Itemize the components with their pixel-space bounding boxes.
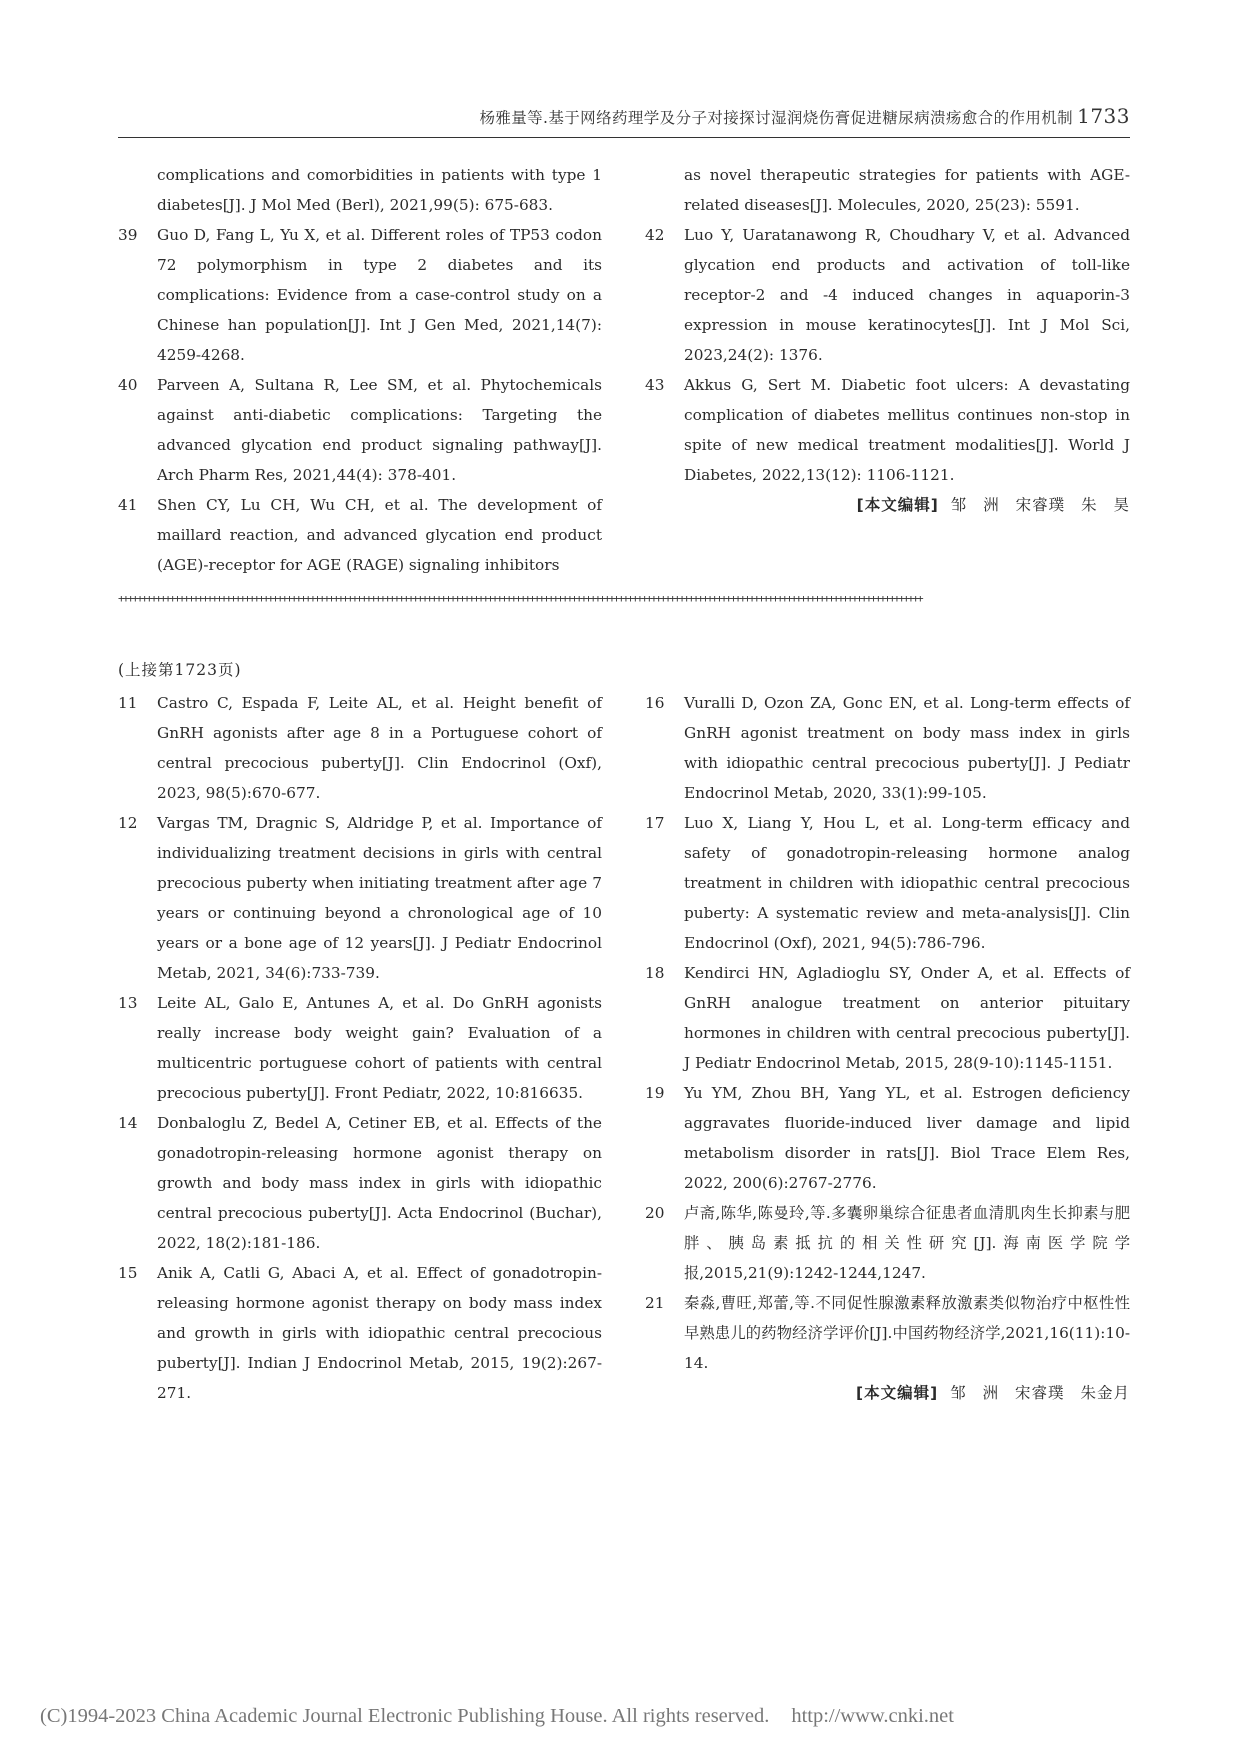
running-header — [118, 104, 1130, 128]
reference-number: 12 — [118, 814, 138, 832]
reference-item — [118, 160, 602, 220]
reference-text: Yu YM, Zhou BH, Yang YL, et al. Estrogen deficiency aggravates fluoride-induced liver damage and lipid metabolism disorder in rats[J]. Biol Trace Elem Res, 2022, 200(6):2767-2776. — [684, 1084, 1130, 1192]
reference-text: Guo D, Fang L, Yu X, et al. Different roles of TP53 codon 72 polymorphism in type 2 diabetes and its complications: Evidence from a case-control study on a Chinese han population[J]. Int J Gen Med, 2021,14(7): 4259-4268. — [157, 226, 602, 364]
reference-text: as novel therapeutic strategies for patients with AGE-related diseases[J]. Molecules, 2020, 25(23): 5591. — [684, 166, 1130, 214]
reference-item — [645, 958, 1130, 1078]
reference-text: Shen CY, Lu CH, Wu CH, et al. The development of maillard reaction, and advanced glycation end product (AGE)-receptor for AGE (RAGE) signaling inhibitors — [157, 496, 602, 574]
reference-text: 卢斋,陈华,陈曼玲,等.多囊卵巢综合征患者血清肌肉生长抑素与肥胖、胰岛素抵抗的相关性研究[J].海南医学院学报,2015,21(9):1242-1244,1247. — [684, 1204, 1130, 1282]
page-number: 1733 — [1077, 104, 1130, 128]
reference-number: 40 — [118, 376, 138, 394]
reference-item — [118, 988, 602, 1108]
reference-number: 18 — [645, 964, 665, 982]
reference-text: Donbaloglu Z, Bedel A, Cetiner EB, et al. Effects of the gonadotropin-releasing hormone agonist therapy on growth and body mass index in girls with idiopathic central precocious puberty[J]. Acta Endocrinol (Buchar), 2022, 18(2):181-186. — [157, 1114, 602, 1252]
reference-text: complications and comorbidities in patients with type 1 diabetes[J]. J Mol Med (Berl), 2021,99(5): 675-683. — [157, 166, 602, 214]
reference-item — [645, 1198, 1130, 1288]
reference-item — [645, 1078, 1130, 1198]
reference-text: Luo Y, Uaratanawong R, Choudhary V, et al. Advanced glycation end products and activation of toll-like receptor-2 and -4 induced changes in aquaporin-3 expression in mouse keratinocytes[J]. Int J Mol Sci, 2023,24(2): 1376. — [684, 226, 1130, 364]
reference-number: 13 — [118, 994, 138, 1012]
reference-number: 43 — [645, 376, 665, 394]
reference-number: 19 — [645, 1084, 665, 1102]
reference-item — [645, 220, 1130, 370]
reference-item — [118, 688, 602, 808]
editor-names: 邹 洲 宋睿璞 朱 昊 — [950, 496, 1130, 514]
reference-text: Vargas TM, Dragnic S, Aldridge P, et al. Importance of individualizing treatment decisions in girls with central precocious puberty when initiating treatment after age 7 years or continuing beyond a chronological age of 10 years or a bone age of 12 years[J]. J Pediatr Endocrinol Metab, 2021, 34(6):733-739. — [157, 814, 602, 982]
section-separator: ++++++++++++++++++++++++++++++++++++++++++++++++++++++++++++++++++++++++++++++++++++++++++++++++++++++++++++++++++++++++++++++++++++++++++++++++++++++++++++++++++++++++++++ — [118, 594, 922, 604]
reference-number: 42 — [645, 226, 665, 244]
reference-number: 41 — [118, 496, 138, 514]
editor-label: [本文编辑] — [856, 1384, 939, 1402]
bottom-right-column — [645, 688, 1130, 1408]
editor-credit — [645, 1378, 1130, 1408]
reference-item — [118, 490, 602, 580]
reference-item — [118, 808, 602, 988]
bottom-left-column — [118, 688, 602, 1408]
reference-number: 11 — [118, 694, 138, 712]
header-rule — [118, 137, 1130, 138]
reference-item — [118, 1258, 602, 1408]
reference-item — [118, 1108, 602, 1258]
top-right-column — [645, 160, 1130, 520]
reference-text: Parveen A, Sultana R, Lee SM, et al. Phytochemicals against anti-diabetic complications: Targeting the advanced glycation end product signaling pathway[J]. Arch Pharm Res, 2021,44(4): 378-401. — [157, 376, 602, 484]
reference-number: 39 — [118, 226, 138, 244]
editor-names: 邹 洲 宋睿璞 朱金月 — [950, 1384, 1130, 1402]
reference-text: Castro C, Espada F, Leite AL, et al. Height benefit of GnRH agonists after age 8 in a Portuguese cohort of central precocious puberty[J]. Clin Endocrinol (Oxf), 2023, 98(5):670-677. — [157, 694, 602, 802]
reference-item — [118, 370, 602, 490]
reference-item — [645, 808, 1130, 958]
reference-number: 20 — [645, 1204, 665, 1222]
editor-label: [本文编辑] — [856, 496, 939, 514]
reference-text: Akkus G, Sert M. Diabetic foot ulcers: A devastating complication of diabetes mellitus continues non-stop in spite of new medical treatment modalities[J]. World J Diabetes, 2022,13(12): 1106-1121. — [684, 376, 1130, 484]
running-header-title: 杨雅量等.基于网络药理学及分子对接探讨湿润烧伤膏促进糖尿病溃疡愈合的作用机制 — [479, 109, 1074, 127]
reference-item — [645, 1288, 1130, 1378]
editor-credit — [645, 490, 1130, 520]
reference-text: Kendirci HN, Agladioglu SY, Onder A, et al. Effects of GnRH analogue treatment on anterior pituitary hormones in children with central precocious puberty[J]. J Pediatr Endocrinol Metab, 2015, 28(9-10):1145-1151. — [684, 964, 1130, 1072]
cnki-link[interactable]: http://www.cnki.net — [791, 1705, 954, 1727]
reference-text: Anik A, Catli G, Abaci A, et al. Effect of gonadotropin-releasing hormone agonist therapy on body mass index and growth in girls with idiopathic central precocious puberty[J]. Indian J Endocrinol Metab, 2015, 19(2):267-271. — [157, 1264, 602, 1402]
reference-number: 15 — [118, 1264, 138, 1282]
reference-item — [645, 160, 1130, 220]
reference-text: Leite AL, Galo E, Antunes A, et al. Do GnRH agonists really increase body weight gain? Evaluation of a multicentric portuguese cohort of patients with central precocious puberty[J]. Front Pediatr, 2022, 10:816635. — [157, 994, 602, 1102]
reference-number: 14 — [118, 1114, 138, 1132]
copyright-footer — [40, 1705, 1200, 1728]
reference-text: 秦淼,曹旺,郑蕾,等.不同促性腺激素释放激素类似物治疗中枢性性早熟患儿的药物经济学评价[J].中国药物经济学,2021,16(11):10-14. — [684, 1294, 1130, 1372]
reference-number: 16 — [645, 694, 665, 712]
reference-text: Luo X, Liang Y, Hou L, et al. Long-term efficacy and safety of gonadotropin-releasing hormone analog treatment in children with idiopathic central precocious puberty: A systematic review and meta-analysis[J]. Clin Endocrinol (Oxf), 2021, 94(5):786-796. — [684, 814, 1130, 952]
continuation-note: (上接第1723页) — [118, 661, 242, 679]
reference-item — [645, 688, 1130, 808]
reference-number: 21 — [645, 1294, 665, 1312]
reference-item — [645, 370, 1130, 490]
reference-item — [118, 220, 602, 370]
copyright-text: (C)1994-2023 China Academic Journal Electronic Publishing House. All rights reserved. — [40, 1705, 770, 1727]
reference-number: 17 — [645, 814, 665, 832]
reference-text: Vuralli D, Ozon ZA, Gonc EN, et al. Long-term effects of GnRH agonist treatment on body mass index in girls with idiopathic central precocious puberty[J]. J Pediatr Endocrinol Metab, 2020, 33(1):99-105. — [684, 694, 1130, 802]
top-left-column — [118, 160, 602, 580]
